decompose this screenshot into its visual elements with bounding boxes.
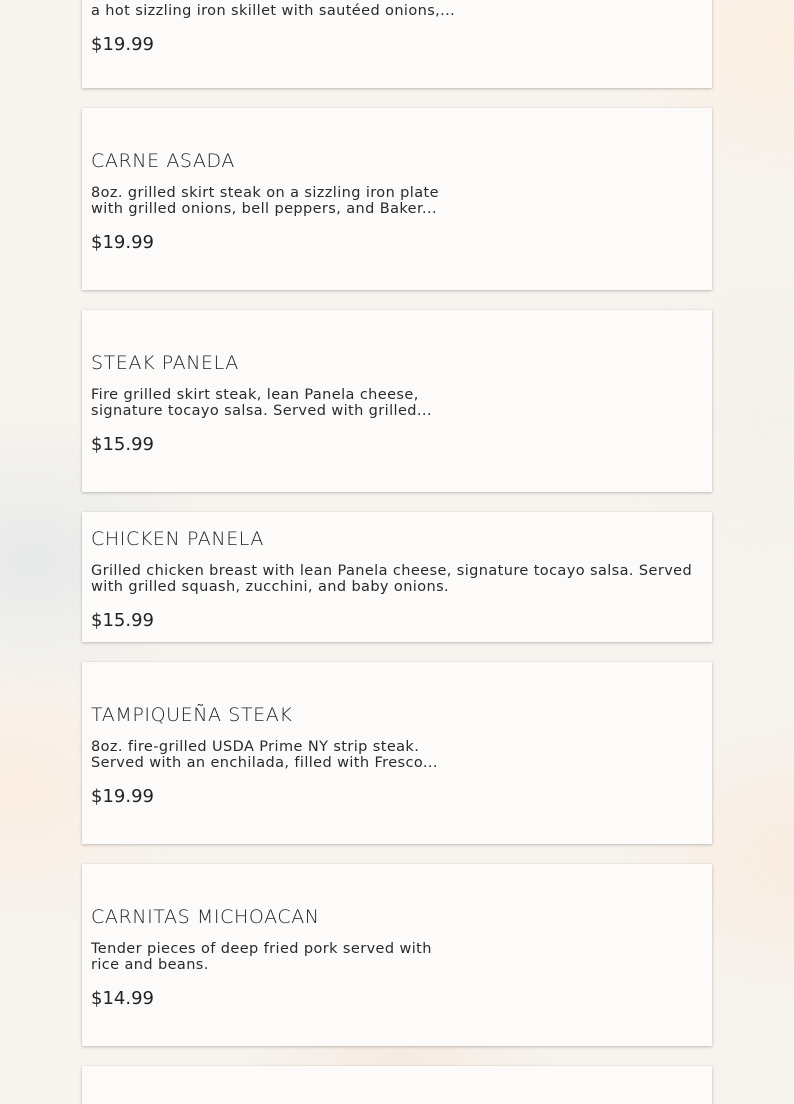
menu-item-title: TAMPIQUEÑA STEAK <box>91 704 293 726</box>
menu-item-description: Tender pieces of deep fried pork served with rice and beans. <box>91 941 432 973</box>
menu-item-card[interactable] <box>82 864 712 1046</box>
menu-item-card[interactable] <box>82 1066 712 1104</box>
menu-item-description: Fire grilled skirt steak, lean Panela cheese, signature tocayo salsa. Served with grilled... <box>91 387 432 419</box>
menu-item-description: 8oz. grilled skirt steak on a sizzling iron plate with grilled onions, bell peppers, and Baker... <box>91 185 439 217</box>
menu-item-card[interactable] <box>82 310 712 492</box>
menu-item-price: $15.99 <box>91 610 154 631</box>
menu-item-price: $14.99 <box>91 988 154 1009</box>
menu-item-card[interactable] <box>82 512 712 642</box>
menu-item-title: STEAK PANELA <box>91 352 239 374</box>
menu-item-price: $19.99 <box>91 34 154 55</box>
menu-item-price: $19.99 <box>91 232 154 253</box>
menu-item-title: CARNITAS MICHOACAN <box>91 906 320 928</box>
menu-item-card[interactable] <box>82 662 712 844</box>
menu-item-description: 8oz. fire-grilled USDA Prime NY strip steak. Served with an enchilada, filled with Fresco... <box>91 739 438 771</box>
menu-item-description: Grilled chicken breast with lean Panela cheese, signature tocayo salsa. Served with grilled squash, zucchini, and baby onions. <box>91 563 693 595</box>
menu-item-title: CARNE ASADA <box>91 150 236 172</box>
menu-item-price: $19.99 <box>91 786 154 807</box>
menu-item-card[interactable] <box>82 0 712 88</box>
menu-item-card[interactable] <box>82 108 712 290</box>
menu-item-price: $15.99 <box>91 434 154 455</box>
menu-item-title: CHICKEN PANELA <box>91 528 265 550</box>
menu-item-description: a hot sizzling iron skillet with sautéed onions,... <box>91 3 456 19</box>
